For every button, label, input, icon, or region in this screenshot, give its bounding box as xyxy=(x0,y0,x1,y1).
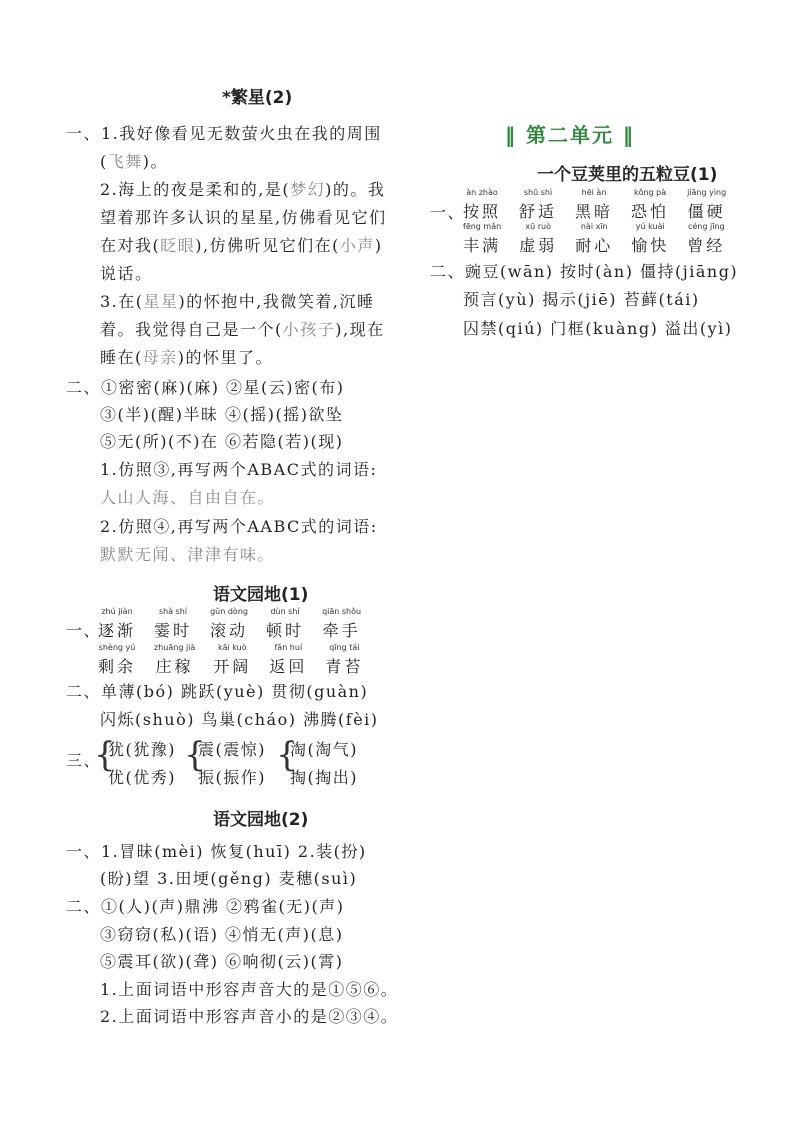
s1-q2-line2: ③(半)(醒)半昧 ④(摇)(摇)欲坠 xyxy=(100,405,344,424)
s4-pinyin-row2 xyxy=(463,222,743,256)
text: 3.在( xyxy=(100,292,144,311)
pinyin-word xyxy=(463,188,501,222)
s1-q2-line6: 2.仿照④,再写两个AABC式的词语: xyxy=(100,517,378,536)
hanzi: 开阔 xyxy=(213,657,252,676)
pinyin: xū ruò xyxy=(525,222,552,231)
hanzi: 牵手 xyxy=(322,621,361,640)
s3-line3: 二、①(人)(声)鼎沸 ②鸦雀(无)(声) xyxy=(66,897,345,916)
pinyin: qiān shǒu xyxy=(322,607,362,616)
s4-er-line1: 二、豌豆(wān) 按时(àn) 僵持(jiāng) xyxy=(430,262,739,281)
s1-q2-line1: 二、①密密(麻)(麻) ②星(云)密(布) xyxy=(66,378,345,397)
pinyin: dùn shí xyxy=(270,607,300,616)
text: )的怀抱中,我微笑着,沉睡 xyxy=(178,292,375,311)
s1-q2-answer2: 默默无闻、津津有味。 xyxy=(100,545,276,564)
s1-q1-line2 xyxy=(100,149,168,172)
section-title-yuwen-yuandi-2: 语文园地(2) xyxy=(213,810,309,830)
brace-icon: { xyxy=(184,735,206,775)
pinyin: qīng tái xyxy=(329,643,360,652)
pinyin-word xyxy=(575,188,613,222)
text: )。 xyxy=(142,152,169,171)
pinyin: fēng mǎn xyxy=(463,222,502,231)
pinyin: shū shì xyxy=(523,188,553,197)
s2-san-bot-1: 优(优秀) xyxy=(108,768,176,787)
s4-er-line2: 预言(yù) 揭示(jiē) 苔藓(tái) xyxy=(463,290,700,309)
answer: 星星 xyxy=(143,292,179,311)
pinyin: gǔn dòng xyxy=(210,607,248,616)
pinyin-word xyxy=(631,188,669,222)
s1-q1-line7 xyxy=(100,289,374,312)
hanzi: 曾经 xyxy=(687,236,726,255)
hanzi: 虚弱 xyxy=(519,236,558,255)
hanzi: 顿时 xyxy=(266,621,305,640)
section-title-fanxing: *繁星(2) xyxy=(222,88,293,108)
pinyin-word xyxy=(631,222,669,256)
pinyin: zhú jiàn xyxy=(101,607,133,616)
pinyin-word xyxy=(98,643,136,677)
answer: 梦幻 xyxy=(290,180,326,199)
answer: 母亲 xyxy=(142,348,178,367)
s2-san-top-1: 犹(犹豫) xyxy=(108,740,176,759)
unit-heading: ‖ 第二单元 ‖ xyxy=(505,123,635,147)
s1-q2-answer1: 人山人海、自由自在。 xyxy=(100,488,276,507)
s4-er-line3: 囚禁(qiú) 门框(kuàng) 溢出(yì) xyxy=(463,319,733,338)
pinyin: hēi àn xyxy=(581,188,607,197)
s2-san-label: 三、 xyxy=(66,751,102,770)
pinyin: zhuāng jià xyxy=(154,643,196,652)
s2-er-line2: 闪烁(shuò) 鸟巢(cháo) 沸腾(fèi) xyxy=(100,710,379,729)
section-title-yuwen-yuandi-1: 语文园地(1) xyxy=(213,585,309,605)
s2-pinyin-row2 xyxy=(98,643,381,677)
text: 睡在( xyxy=(100,348,143,367)
pinyin-word xyxy=(322,607,361,641)
text: 着。我觉得自己是一个( xyxy=(100,320,283,339)
s1-q2-line4: 1.仿照③,再写两个ABAC式的词语: xyxy=(100,460,378,479)
pinyin: kǒng pà xyxy=(633,188,667,197)
s2-yi-label: 一、 xyxy=(66,621,102,640)
text: ( xyxy=(100,152,108,171)
pinyin-word xyxy=(325,643,363,677)
pinyin: shèng yú xyxy=(98,643,136,652)
hanzi: 霎时 xyxy=(154,621,193,640)
hanzi: 恐怕 xyxy=(631,202,670,221)
hanzi: 舒适 xyxy=(519,202,558,221)
pinyin: yú kuài xyxy=(635,222,665,231)
hanzi: 愉快 xyxy=(631,236,670,255)
brace-icon: { xyxy=(94,735,116,775)
section-title-doujia: 一个豆荚里的五粒豆(1) xyxy=(537,165,718,185)
brace-icon: { xyxy=(276,735,298,775)
hanzi: 青苔 xyxy=(325,657,364,676)
s1-q1-line6: 说话。 xyxy=(100,264,153,283)
pinyin-word xyxy=(463,222,501,256)
text: )的。我 xyxy=(325,180,386,199)
s1-q1-line4: 望着那许多认识的星星,仿佛看见它们 xyxy=(100,208,387,227)
text: )的怀里了。 xyxy=(177,348,274,367)
s4-pinyin-row1 xyxy=(463,188,744,222)
pinyin: shà shí xyxy=(158,607,188,616)
pinyin-word xyxy=(687,188,726,222)
answer: 小孩子 xyxy=(282,320,336,339)
hanzi: 剩余 xyxy=(98,657,137,676)
answer: 飞舞 xyxy=(107,152,143,171)
hanzi: 逐渐 xyxy=(98,621,137,640)
s1-q1-line3 xyxy=(100,177,385,200)
s2-san-bot-2: 振(振作) xyxy=(198,768,266,787)
s2-pinyin-row1 xyxy=(98,607,379,641)
s3-line7: 2.上面词语中形容声音小的是②③④。 xyxy=(100,1007,399,1026)
text: 2.海上的夜是柔和的,是( xyxy=(100,180,291,199)
answer: 眨眼 xyxy=(160,236,196,255)
hanzi: 耐心 xyxy=(575,236,614,255)
pinyin-word xyxy=(213,643,251,677)
s1-q2-line3: ⑤无(所)(不)在 ⑥若隐(若)(现) xyxy=(100,432,344,451)
s3-line1: 一、1.冒昧(mèi) 恢复(huī) 2.装(扮) xyxy=(66,842,367,861)
pinyin-word xyxy=(210,607,248,641)
s1-q1-line8 xyxy=(100,317,385,340)
s2-er-line1: 二、单薄(bó) 跳跃(yuè) 贯彻(guàn) xyxy=(66,682,369,701)
hanzi: 丰满 xyxy=(463,236,502,255)
s3-line5: ⑤震耳(欲)(聋) ⑥响彻(云)(霄) xyxy=(100,952,344,971)
s3-line2: (盼)望 3.田埂(gěng) 麦穗(suì) xyxy=(100,869,358,888)
pinyin-word xyxy=(154,607,192,641)
pinyin-word xyxy=(154,643,195,677)
hanzi: 按照 xyxy=(463,202,502,221)
pinyin: kāi kuò xyxy=(217,643,247,652)
pinyin: jiāng yìng xyxy=(687,188,727,197)
pinyin-word xyxy=(519,222,557,256)
pinyin-word xyxy=(266,607,304,641)
text: 在对我( xyxy=(100,236,161,255)
s4-yi-label: 一、 xyxy=(430,203,466,222)
pinyin: céng jīng xyxy=(687,222,725,231)
pinyin-word xyxy=(519,188,557,222)
pinyin: nài xīn xyxy=(580,222,608,231)
s1-q1-line1: 一、1.我好像看见无数萤火虫在我的周围 xyxy=(66,124,382,143)
s3-line4: ③窃窃(私)(语) ④悄无(声)(息) xyxy=(100,925,344,944)
hanzi: 滚动 xyxy=(210,621,249,640)
s2-san-top-2: 震(震惊) xyxy=(198,740,266,759)
pinyin-word xyxy=(575,222,613,256)
pinyin-word xyxy=(687,222,725,256)
pinyin: àn zhào xyxy=(466,188,498,197)
s2-san-top-3: 淘(淘气) xyxy=(290,740,358,759)
s2-san-bot-3: 掏(掏出) xyxy=(290,768,358,787)
hanzi: 庄稼 xyxy=(155,657,194,676)
pinyin-word xyxy=(269,643,307,677)
hanzi: 黑暗 xyxy=(575,202,614,221)
text: ),仿佛听见它们在( xyxy=(195,236,340,255)
text: ),现在 xyxy=(335,320,385,339)
s3-line6: 1.上面词语中形容声音大的是①⑤⑥。 xyxy=(100,980,399,999)
pinyin-word xyxy=(98,607,136,641)
hanzi: 僵硬 xyxy=(687,202,726,221)
hanzi: 返回 xyxy=(269,657,308,676)
text: ) xyxy=(374,236,383,255)
pinyin: fǎn huí xyxy=(274,643,303,652)
s1-q1-line9 xyxy=(100,345,273,368)
s1-q1-line5 xyxy=(100,233,383,256)
answer: 小声 xyxy=(339,236,375,255)
